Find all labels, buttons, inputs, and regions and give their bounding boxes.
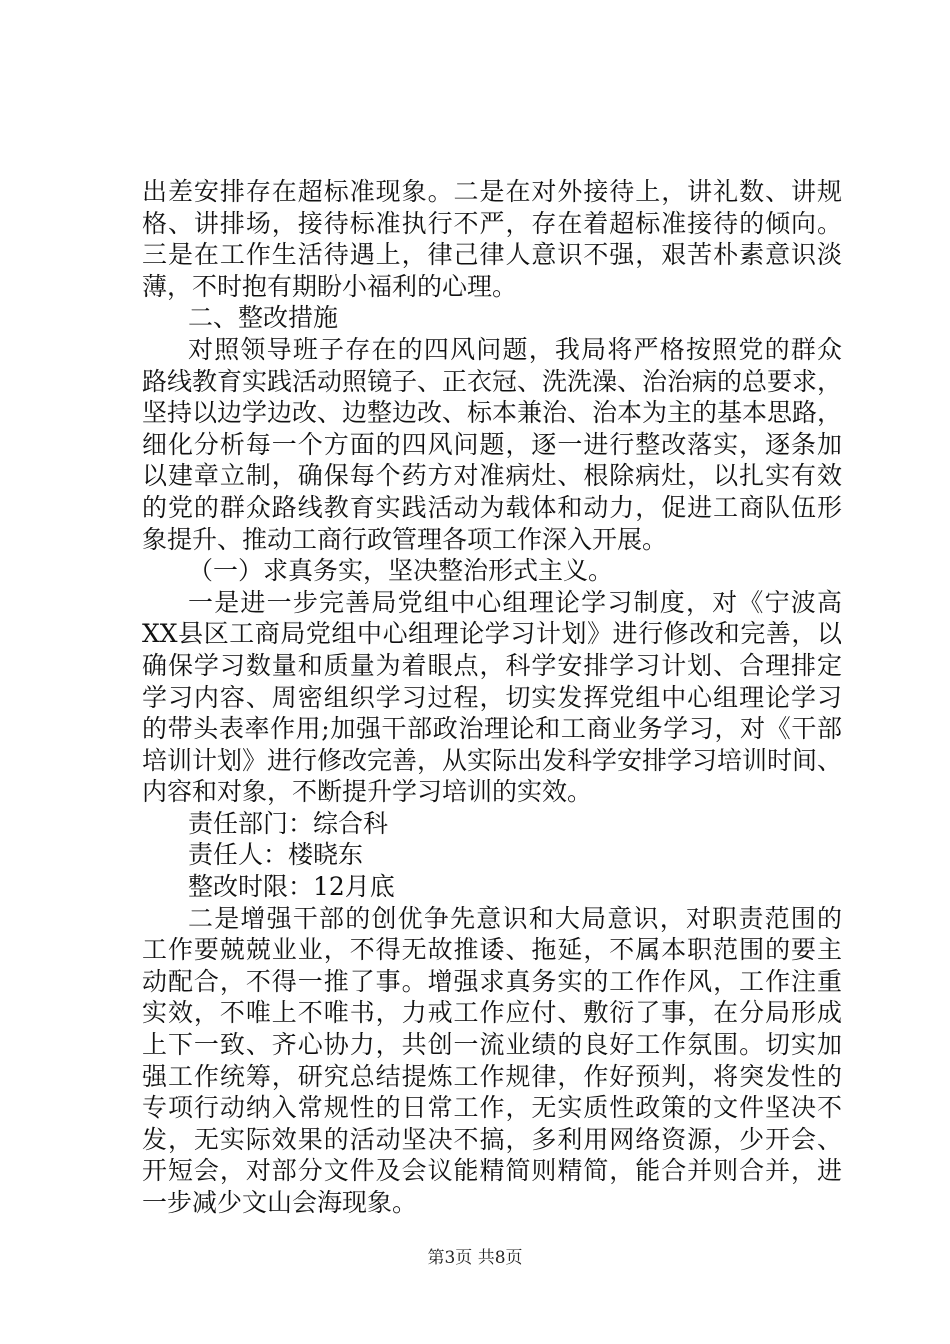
text-line: 上下一致、齐心协力，共创一流业绩的良好工作氛围。切实加	[142, 1030, 842, 1060]
text-line: 二、整改措施	[188, 303, 339, 333]
text-line: 以建章立制，确保每个药方对准病灶、根除病灶，以扎实有效	[142, 461, 842, 491]
text-line: 路线教育实践活动照镜子、正衣冠、洗洗澡、治治病的总要求，	[142, 366, 843, 396]
text-line: 培训计划》进行修改完善，从实际出发科学安排学习培训时间、	[142, 745, 843, 775]
text-line: XX县区工商局党组中心组理论学习计划》进行修改和完善，以	[142, 619, 842, 649]
text-line: 细化分析每一个方面的四风问题，逐一进行整改落实，逐条加	[142, 429, 842, 459]
text-line: 三是在工作生活待遇上，律己律人意识不强，艰苦朴素意识淡	[142, 240, 842, 270]
text-line: 开短会，对部分文件及会议能精简则精简，能合并则合并，进	[142, 1156, 842, 1186]
text-line: 学习内容、周密组织学习过程，切实发挥党组中心组理论学习	[142, 682, 842, 712]
text-line: 专项行动纳入常规性的日常工作，无实质性政策的文件坚决不	[142, 1093, 842, 1123]
text-line: 实效，不唯上不唯书，力戒工作应付、敷衍了事，在分局形成	[142, 998, 842, 1028]
text-line: 格、讲排场，接待标准执行不严，存在着超标准接待的倾向。	[142, 208, 842, 238]
text-line: 的党的群众路线教育实践活动为载体和动力，促进工商队伍形	[142, 492, 842, 522]
text-line: 坚持以边学边改、边整边改、标本兼治、治本为主的基本思路，	[142, 398, 843, 428]
text-line: 二是增强干部的创优争先意识和大局意识，对职责范围的	[188, 903, 842, 933]
text-line: 发，无实际效果的活动坚决不搞，多利用网络资源，少开会、	[142, 1124, 842, 1154]
page-footer: 第3页 共8页	[427, 1248, 523, 1268]
text-line: （一）求真务实，坚决整治形式主义。	[188, 556, 614, 586]
text-line: 确保学习数量和质量为着眼点，科学安排学习计划、合理排定	[142, 650, 842, 680]
text-line: 一步减少文山会海现象。	[142, 1188, 418, 1217]
text-line: 整改时限：12月底	[188, 872, 395, 902]
text-line: 对照领导班子存在的四风问题，我局将严格按照党的群众	[188, 334, 842, 364]
document-body	[142, 176, 842, 1219]
text-line: 出差安排存在超标准现象。二是在对外接待上，讲礼数、讲规	[142, 177, 842, 206]
text-line: 薄，不时抱有期盼小福利的心理。	[142, 271, 518, 301]
text-line: 象提升、推动工商行政管理各项工作深入开展。	[142, 524, 668, 554]
text-line: 强工作统筹，研究总结提炼工作规律，作好预判，将突发性的	[142, 1061, 842, 1091]
text-line: 责任人：楼晓东	[188, 840, 364, 870]
text-line: 的带头表率作用;加强干部政治理论和工商业务学习，对《干部	[142, 714, 842, 744]
text-line: 内容和对象，不断提升学习培训的实效。	[142, 777, 593, 807]
text-line: 动配合，不得一推了事。增强求真务实的工作作风，工作注重	[142, 966, 842, 996]
text-line: 一是进一步完善局党组中心组理论学习制度，对《宁波高	[188, 587, 842, 617]
text-line: 责任部门：综合科	[188, 808, 389, 838]
text-line: 工作要兢兢业业，不得无故推诿、拖延，不属本职范围的要主	[142, 935, 842, 965]
